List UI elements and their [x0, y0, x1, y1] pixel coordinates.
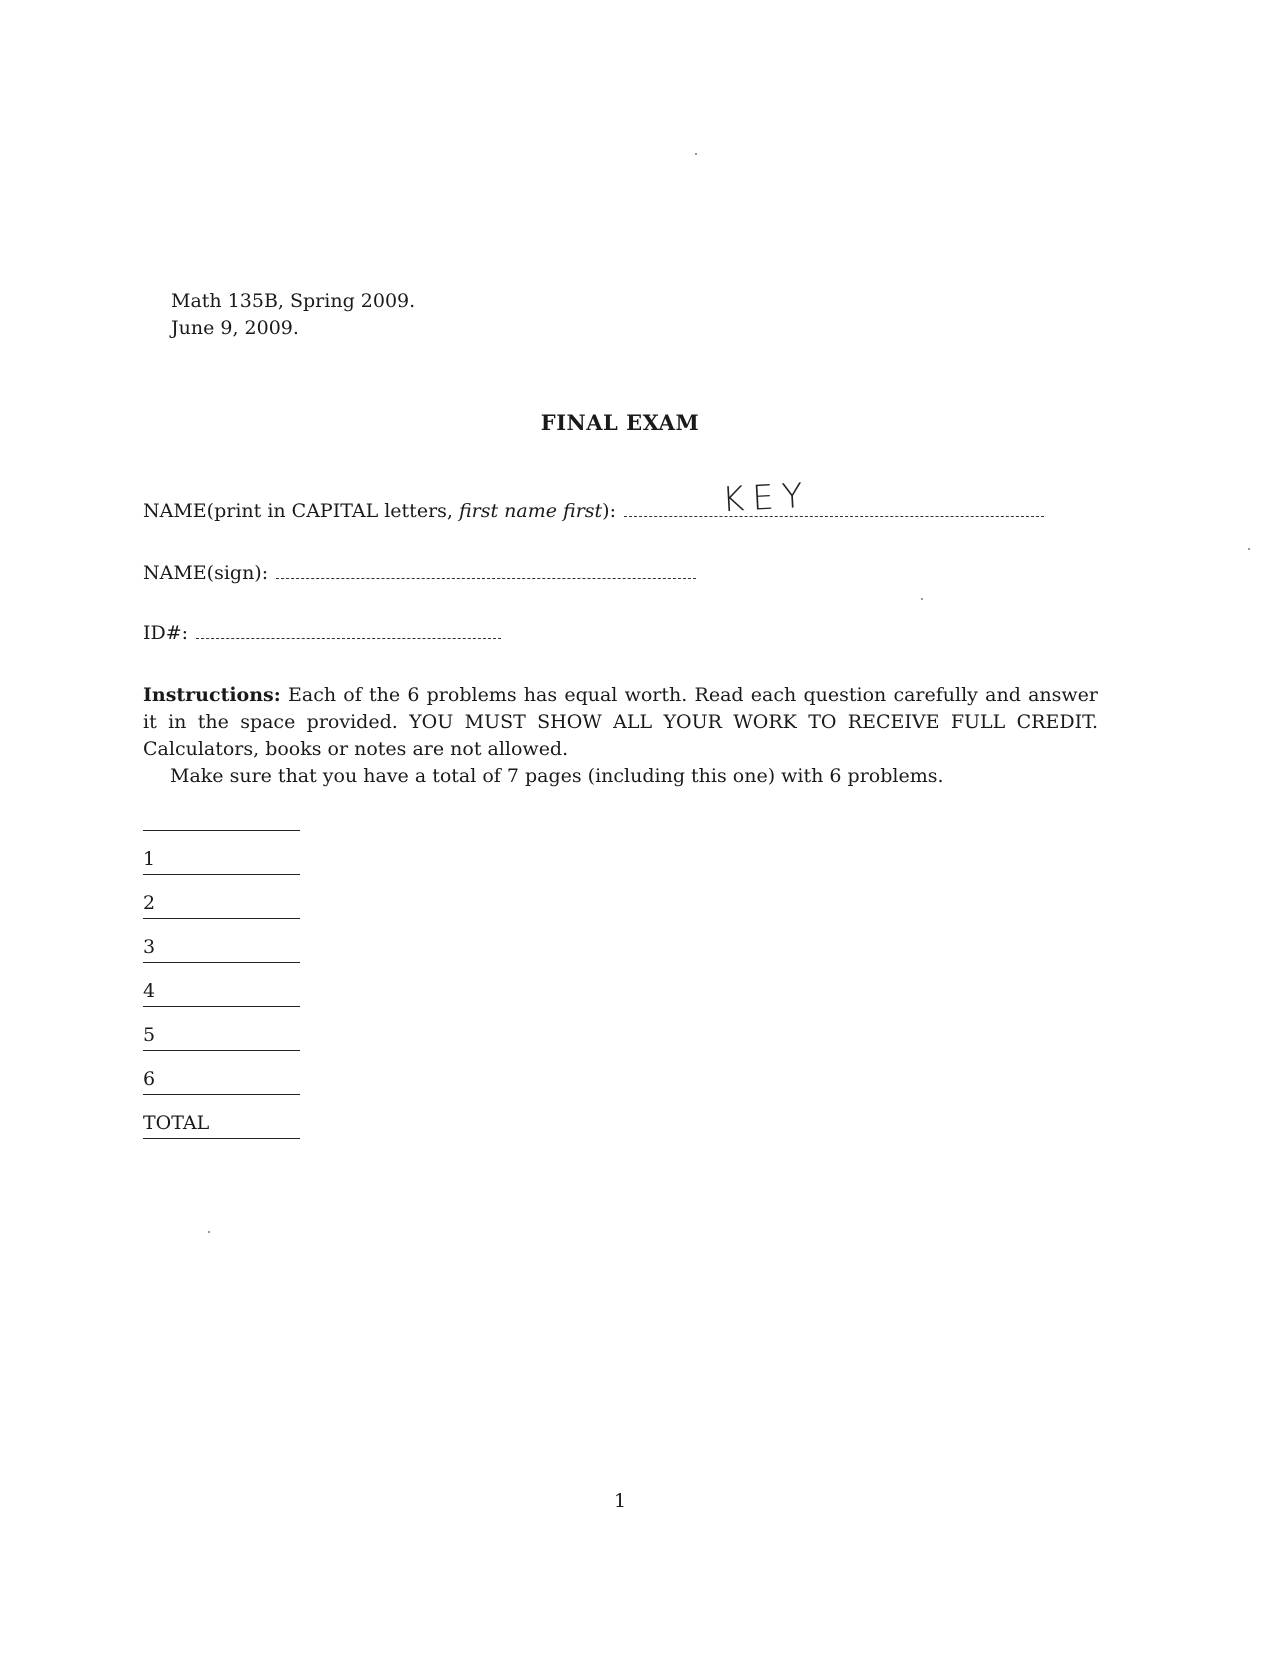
- page-count-note: Make sure that you have a total of 7 pages (including this one) with 6 problems.: [170, 765, 944, 787]
- score-row-label: 3: [143, 936, 156, 958]
- name-sign-label: NAME(sign):: [143, 562, 269, 584]
- scan-speck: [1248, 548, 1250, 550]
- score-table: [143, 830, 300, 1139]
- course-header: [171, 288, 415, 342]
- instructions-body: [143, 682, 1098, 763]
- scan-speck: [208, 1231, 210, 1233]
- score-row[interactable]: [143, 1051, 300, 1095]
- exam-date: June 9, 2009.: [171, 317, 299, 339]
- name-sign-blank[interactable]: [276, 577, 696, 579]
- scan-speck: [921, 598, 923, 600]
- score-row[interactable]: [143, 963, 300, 1007]
- id-field: [143, 622, 501, 644]
- score-row[interactable]: [143, 1007, 300, 1051]
- score-row-label: 1: [143, 848, 156, 870]
- score-row-label: 2: [143, 892, 156, 914]
- instructions: [143, 682, 1098, 790]
- id-label: ID#:: [143, 622, 189, 644]
- scan-speck: [695, 153, 697, 155]
- score-row-label: 5: [143, 1024, 156, 1046]
- score-row[interactable]: [143, 831, 300, 875]
- score-row-label: 4: [143, 980, 156, 1002]
- instructions-lead: Instructions:: [143, 684, 281, 706]
- score-row[interactable]: [143, 875, 300, 919]
- score-row-label: 6: [143, 1068, 156, 1090]
- id-blank[interactable]: [196, 637, 501, 639]
- page-number: 1: [613, 1490, 627, 1512]
- name-print-handwritten-value: KEY: [721, 475, 812, 521]
- page-title: FINAL EXAM: [540, 410, 700, 435]
- score-row-label: TOTAL: [143, 1112, 210, 1134]
- name-print-blank[interactable]: [624, 515, 1044, 517]
- name-print-label: NAME(print in CAPITAL letters, first name first):: [143, 500, 616, 522]
- name-print-field: [143, 500, 1044, 522]
- name-sign-field: [143, 562, 696, 584]
- instructions-text: Each of the 6 problems has equal worth. Read each question carefully and answer it in the space provided. YOU MUST SHOW ALL YOUR WORK TO RECEIVE FULL CREDIT. Calculators, books or notes are not allowed.: [143, 684, 1098, 760]
- score-row-total[interactable]: [143, 1095, 300, 1139]
- score-row[interactable]: [143, 919, 300, 963]
- course-title: Math 135B, Spring 2009.: [171, 290, 416, 312]
